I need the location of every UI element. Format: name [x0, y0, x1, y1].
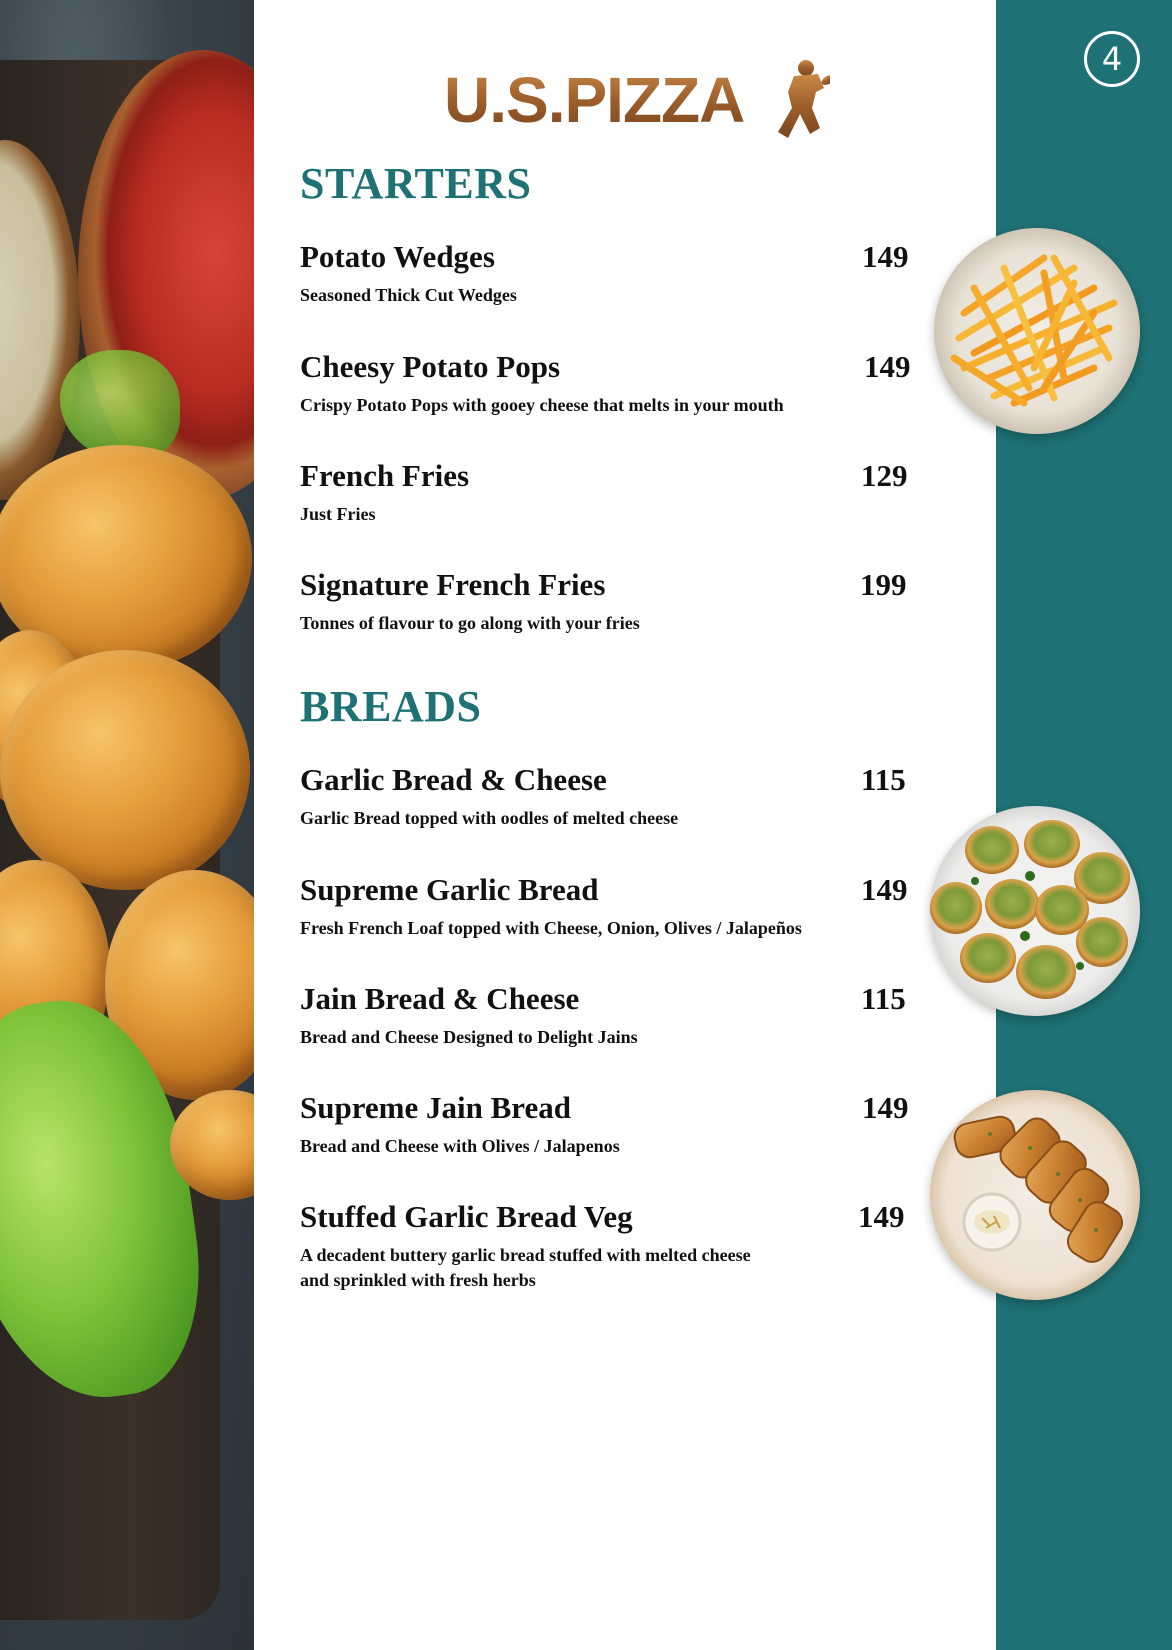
item-name: Stuffed Garlic Bread Veg	[300, 1199, 633, 1234]
menu-item	[300, 872, 920, 941]
item-name: Cheesy Potato Pops	[300, 349, 561, 384]
item-price: 199	[860, 567, 907, 602]
item-name: Signature French Fries	[300, 567, 606, 602]
item-description-line: and sprinkled with fresh herbs	[300, 1270, 536, 1290]
garlic-bread-plate-photo	[930, 806, 1140, 1016]
item-description: Garlic Bread topped with oodles of melted cheese	[300, 808, 679, 828]
item-description: Bread and Cheese Designed to Delight Jains	[300, 1027, 638, 1047]
item-description-line: A decadent buttery garlic bread stuffed with melted cheese	[300, 1245, 751, 1265]
stuffed-bread-loaf-icon	[930, 1090, 1140, 1300]
section-title-breads: BREADS	[300, 682, 482, 731]
cheese-ball	[0, 650, 250, 890]
item-description: Fresh French Loaf topped with Cheese, Onion, Olives / Jalapeños	[300, 918, 802, 938]
item-description: Bread and Cheese with Olives / Jalapenos	[300, 1136, 620, 1156]
fries-icon	[934, 228, 1140, 434]
menu-item	[300, 1090, 920, 1159]
item-name: Potato Wedges	[300, 239, 495, 274]
item-name: Supreme Garlic Bread	[300, 872, 599, 907]
french-fries-plate-photo	[934, 228, 1140, 434]
item-price: 115	[861, 762, 906, 797]
garlic-bread-slices-icon	[930, 806, 1140, 1016]
us-pizza-logo	[444, 58, 830, 138]
menu-item	[300, 762, 920, 831]
menu-item	[300, 239, 920, 308]
section-title-starters: STARTERS	[300, 159, 532, 208]
stuffed-garlic-bread-plate-photo	[930, 1090, 1140, 1300]
menu-item	[300, 981, 920, 1050]
item-price: 149	[864, 349, 911, 384]
item-description	[300, 1243, 920, 1293]
item-name: Jain Bread & Cheese	[300, 981, 580, 1016]
item-price: 115	[861, 981, 906, 1016]
item-price: 149	[861, 872, 908, 907]
item-name: Garlic Bread & Cheese	[300, 762, 607, 797]
item-description: Crispy Potato Pops with gooey cheese that melts in your mouth	[300, 395, 784, 415]
item-price: 149	[858, 1199, 905, 1234]
menu-item	[300, 1199, 920, 1293]
item-price: 129	[861, 458, 908, 493]
football-player-icon	[778, 60, 830, 138]
menu-item	[300, 349, 920, 418]
item-name: French Fries	[300, 458, 470, 493]
menu-item	[300, 567, 920, 636]
item-description: Seasoned Thick Cut Wedges	[300, 285, 517, 305]
fried-cheese-balls-photo	[0, 0, 254, 1650]
logo-wordmark: U.S.PIZZA	[444, 64, 745, 136]
item-price: 149	[862, 1090, 909, 1125]
item-name: Supreme Jain Bread	[300, 1090, 571, 1125]
item-description: Tonnes of flavour to go along with your fries	[300, 613, 640, 633]
page-number-badge: 4	[1084, 31, 1140, 87]
item-price: 149	[862, 239, 909, 274]
item-description: Just Fries	[300, 504, 376, 524]
menu-item	[300, 458, 920, 527]
